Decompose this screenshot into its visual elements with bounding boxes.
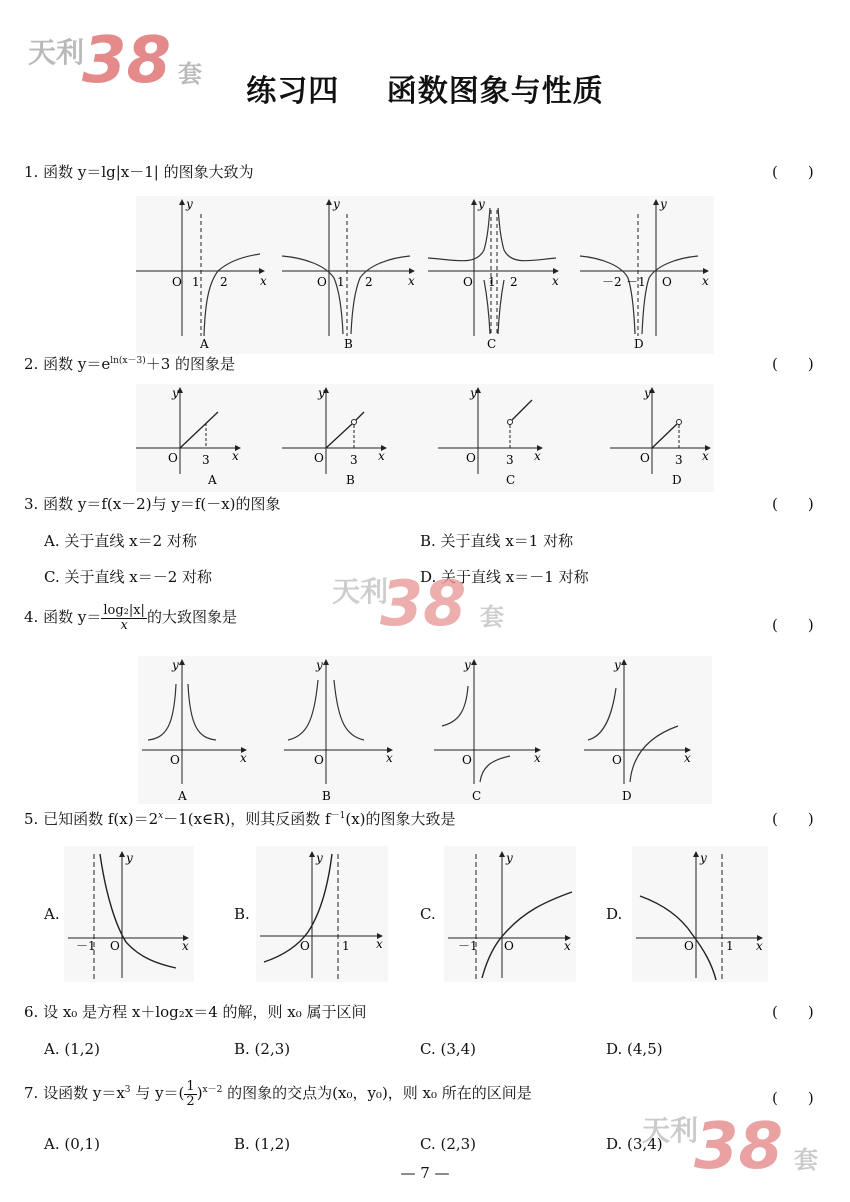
svg-text:－1: －1 — [458, 939, 478, 953]
svg-text:y: y — [644, 386, 651, 400]
q2-graph-c — [438, 386, 542, 487]
svg-text:38: 38 — [82, 24, 172, 98]
page-title — [0, 66, 850, 110]
question-6-option-a[interactable]: A. (1,2) — [44, 1040, 100, 1058]
q1-label-a: A — [200, 337, 209, 351]
question-4-figure — [138, 656, 712, 804]
svg-text:1: 1 — [337, 275, 345, 289]
svg-text:3: 3 — [675, 453, 683, 467]
question-7-option-b[interactable]: B. (1,2) — [234, 1135, 291, 1153]
svg-text:2: 2 — [220, 275, 228, 289]
svg-text:x: x — [376, 937, 383, 951]
q1-graph-a — [136, 197, 267, 351]
question-6-option-b[interactable]: B. (2,3) — [234, 1040, 291, 1058]
q2-graph-b — [282, 386, 386, 487]
question-2-figure — [136, 384, 714, 492]
question-6-option-d[interactable]: D. (4,5) — [606, 1040, 663, 1058]
q1-graph-b — [282, 197, 415, 351]
svg-text:x: x — [378, 449, 385, 463]
svg-text:y: y — [316, 658, 323, 672]
q4-label-d: D — [622, 789, 632, 803]
q4-graph-a — [142, 658, 247, 803]
q1-graph-c — [428, 197, 559, 351]
svg-text:套: 套 — [178, 60, 202, 88]
q5-graph-d — [632, 846, 768, 982]
question-4-answer-paren: ( ) — [772, 616, 814, 634]
svg-text:2: 2 — [510, 275, 518, 289]
svg-text:y: y — [186, 197, 193, 211]
question-6-answer-paren: ( ) — [772, 1003, 814, 1021]
svg-text:x: x — [386, 751, 393, 765]
question-3-stem: 3. 函数 y＝f(x－2)与 y＝f(－x)的图象 — [24, 495, 281, 513]
title-left: 练习四 — [246, 74, 340, 109]
q2-graph-d — [610, 386, 710, 487]
q2-label-d: D — [672, 473, 682, 487]
svg-text:O: O — [462, 753, 472, 767]
svg-text:天利: 天利 — [28, 36, 85, 69]
question-1-answer-paren: ( ) — [772, 163, 814, 181]
svg-text:x: x — [564, 939, 571, 953]
question-1-figure — [136, 196, 714, 354]
page-number: — 7 — — [400, 1164, 450, 1182]
svg-text:O: O — [168, 451, 178, 465]
q2-label-c: C — [506, 473, 516, 487]
svg-text:O: O — [314, 753, 324, 767]
svg-text:y: y — [333, 197, 340, 211]
q4-label-c: C — [472, 789, 482, 803]
question-7-option-c[interactable]: C. (2,3) — [420, 1135, 477, 1153]
svg-text:x: x — [534, 751, 541, 765]
svg-text:y: y — [506, 851, 513, 865]
svg-text:O: O — [612, 753, 622, 767]
q5-label-a[interactable]: A. — [44, 905, 60, 923]
svg-text:y: y — [126, 851, 133, 865]
q2-label-b: B — [346, 473, 355, 487]
svg-text:x: x — [684, 751, 691, 765]
svg-text:y: y — [470, 386, 477, 400]
svg-text:天利: 天利 — [332, 575, 389, 608]
svg-text:38: 38 — [694, 1110, 784, 1184]
svg-text:O: O — [110, 939, 120, 953]
svg-text:O: O — [300, 939, 310, 953]
question-1-stem: 1. 函数 y＝lg|x－1| 的图象大致为 — [24, 163, 254, 181]
q1-label-c: C — [487, 337, 497, 351]
svg-text:x: x — [182, 939, 189, 953]
svg-text:套: 套 — [794, 1146, 818, 1174]
svg-text:x: x — [756, 939, 763, 953]
question-2-answer-paren: ( ) — [772, 355, 814, 373]
svg-text:1: 1 — [488, 275, 496, 289]
svg-text:y: y — [316, 851, 323, 865]
question-3-answer-paren: ( ) — [772, 495, 814, 513]
svg-text:3: 3 — [202, 453, 210, 467]
q1-graph-d — [580, 197, 709, 351]
question-5-stem: 5. 已知函数 $f(x)=2^x-1(x\in R)$，则其反函数 $f^{-1}(x)$的图象大致是 — [24, 810, 456, 828]
q4-fraction: $\frac{\text{log₂|x|}}{x}$ — [103, 603, 145, 633]
q1-label-b: B — [344, 337, 353, 351]
q5-graph-b — [256, 846, 388, 982]
svg-text:O: O — [314, 451, 324, 465]
question-6-option-c[interactable]: C. (3,4) — [420, 1040, 477, 1058]
svg-text:y: y — [172, 386, 179, 400]
svg-text:x: x — [240, 751, 247, 765]
watermark-logo-middle — [326, 555, 526, 645]
svg-text:O: O — [662, 275, 672, 289]
svg-text:－1: －1 — [626, 275, 646, 289]
svg-text:x: x — [534, 449, 541, 463]
svg-text:y: y — [700, 851, 707, 865]
svg-text:1: 1 — [726, 939, 734, 953]
svg-text:天利: 天利 — [642, 1114, 699, 1147]
svg-text:1: 1 — [192, 275, 200, 289]
q5-graph-c — [444, 846, 576, 982]
question-7-stem: 7. 设函数 $y=x^3$ 与 y＝( $\frac{1}{2}$ )$^{x-2}$ 的图象的交点为(x₀，y₀)，则 x₀ 所在的区间是 — [24, 1079, 532, 1109]
q2-graph-a — [136, 386, 240, 487]
q5-label-c[interactable]: C. — [420, 905, 436, 923]
q4-graph-b — [284, 658, 393, 803]
q2-label-a: A — [208, 473, 217, 487]
q4-graph-c — [434, 658, 541, 803]
svg-text:x: x — [552, 274, 559, 288]
svg-text:3: 3 — [350, 453, 358, 467]
question-2-stem: 2. 函数 $y=e^{ln(x-3)}+3$ 的图象是 — [24, 355, 236, 373]
svg-text:－2: －2 — [602, 275, 622, 289]
question-3-option-c[interactable]: C. 关于直线 x＝－2 对称 — [44, 568, 213, 586]
question-3-option-b[interactable]: B. 关于直线 x＝1 对称 — [420, 532, 574, 550]
question-5-answer-paren: ( ) — [772, 810, 814, 828]
svg-text:O: O — [172, 275, 182, 289]
svg-text:x: x — [232, 449, 239, 463]
svg-text:1: 1 — [342, 939, 350, 953]
question-7-option-d[interactable]: D. (3,4) — [606, 1135, 663, 1153]
question-7-answer-paren: ( ) — [772, 1089, 814, 1107]
svg-text:O: O — [504, 939, 514, 953]
q5-label-d[interactable]: D. — [606, 905, 623, 923]
svg-text:38: 38 — [380, 567, 467, 640]
q7-fraction: $\frac{1}{2}$ — [186, 1079, 195, 1109]
svg-text:O: O — [466, 451, 476, 465]
svg-text:O: O — [684, 939, 694, 953]
svg-text:x: x — [260, 274, 267, 288]
svg-text:x: x — [702, 274, 709, 288]
question-6-stem: 6. 设 x₀ 是方程 x＋log₂x＝4 的解，则 x₀ 属于区间 — [24, 1003, 367, 1021]
svg-text:O: O — [640, 451, 650, 465]
title-right: 函数图象与性质 — [386, 74, 604, 109]
q4-label-b: B — [322, 789, 331, 803]
svg-text:x: x — [702, 449, 709, 463]
question-7-option-a[interactable]: A. (0,1) — [44, 1135, 100, 1153]
svg-text:O: O — [317, 275, 327, 289]
svg-text:y: y — [660, 197, 667, 211]
q5-label-b[interactable]: B. — [234, 905, 250, 923]
svg-text:3: 3 — [506, 453, 514, 467]
svg-text:y: y — [478, 197, 485, 211]
svg-text:2: 2 — [365, 275, 373, 289]
svg-text:O: O — [463, 275, 473, 289]
svg-text:－1: －1 — [76, 939, 96, 953]
svg-text:y: y — [464, 658, 471, 672]
q4-label-a: A — [178, 789, 187, 803]
question-3-option-a[interactable]: A. 关于直线 x＝2 对称 — [44, 532, 197, 550]
question-3-option-d[interactable]: D. 关于直线 x＝－1 对称 — [420, 568, 589, 586]
svg-text:套: 套 — [480, 603, 504, 631]
svg-text:y: y — [172, 658, 179, 672]
question-4-stem: 4. 函数 y＝ $\frac{\text{log₂|x|}}{x}$ 的大致图象是 — [24, 603, 237, 633]
svg-text:y: y — [318, 386, 325, 400]
svg-text:y: y — [614, 658, 621, 672]
q5-graph-a — [64, 846, 194, 982]
svg-text:O: O — [170, 753, 180, 767]
q1-label-d: D — [634, 337, 644, 351]
q4-graph-d — [584, 658, 691, 803]
svg-text:x: x — [408, 274, 415, 288]
